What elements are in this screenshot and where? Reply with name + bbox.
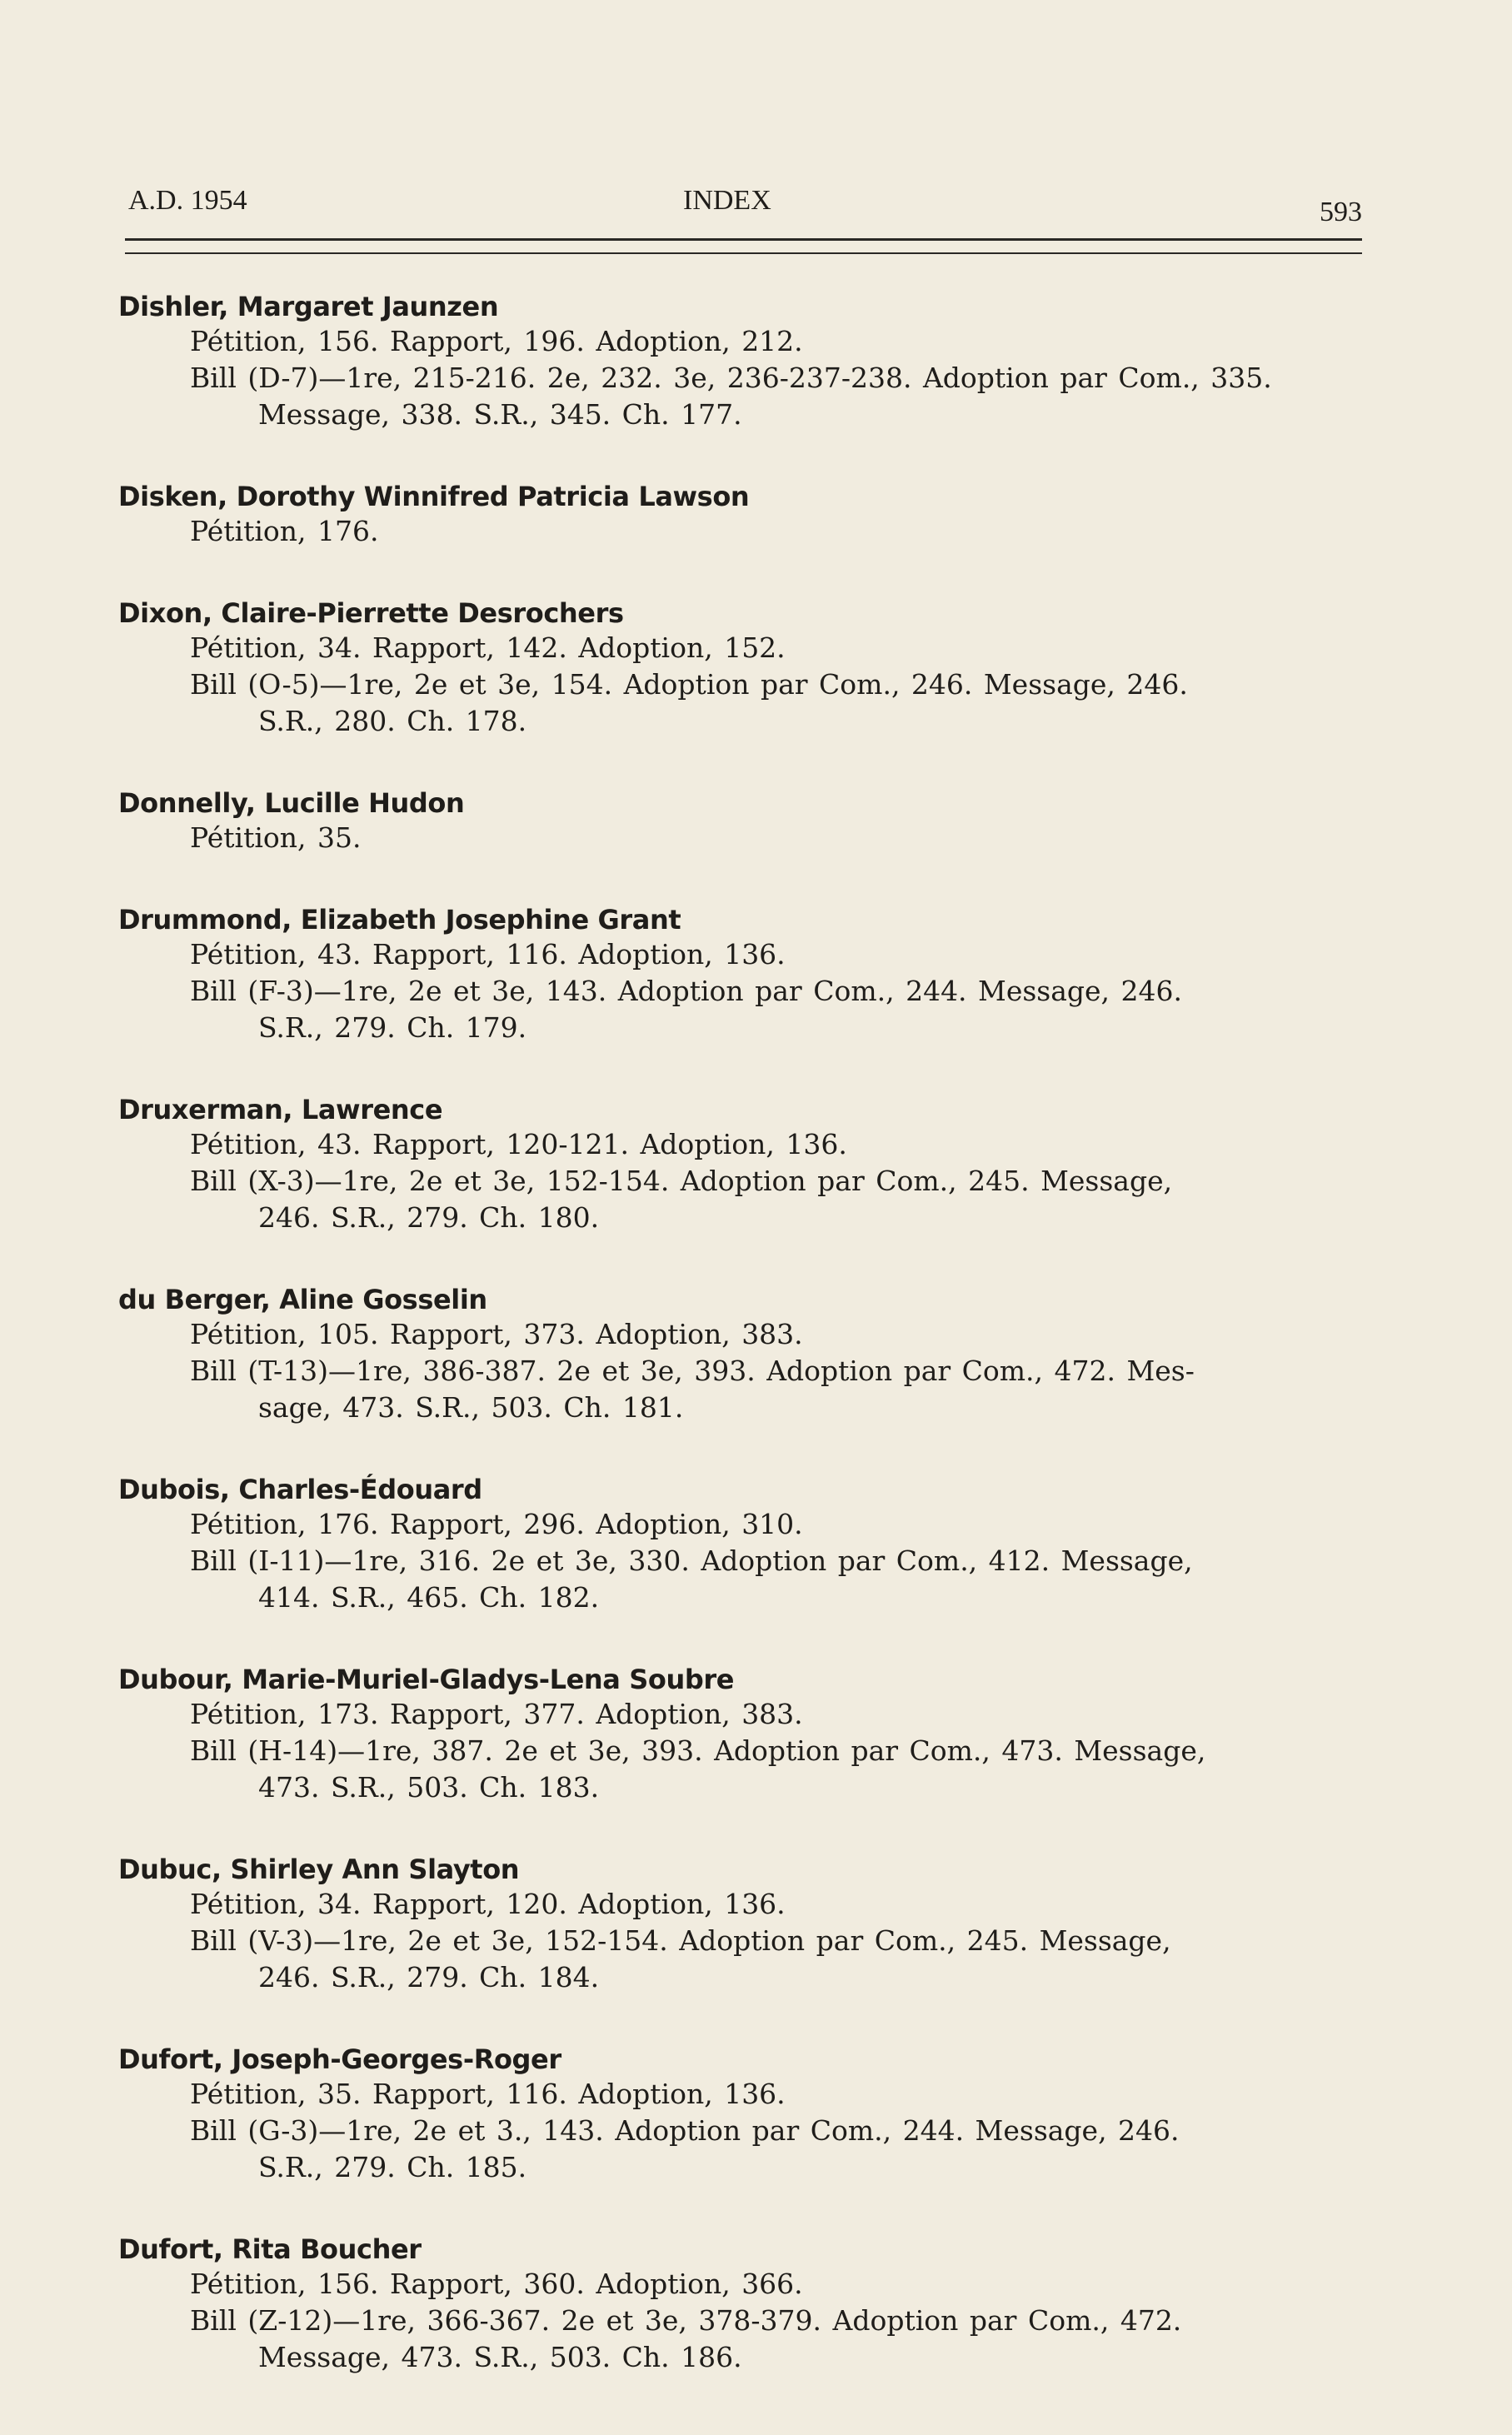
entry-bill: Bill (V-3)—1re, 2e et 3e, 152-154. Adoption par Com., 245. Message, <box>190 1924 1171 1957</box>
index-entry <box>118 903 1368 1046</box>
index-entry <box>118 1853 1368 1996</box>
index-entry <box>118 480 1368 550</box>
entry-bill-continuation: 246. S.R., 279. Ch. 184. <box>258 1961 600 1993</box>
entry-name: Dubois, Charles-Édouard <box>118 1474 482 1505</box>
entry-petition: Pétition, 156. Rapport, 360. Adoption, 366. <box>190 2268 803 2300</box>
entry-bill-continuation: Message, 473. S.R., 503. Ch. 186. <box>258 2341 742 2373</box>
entry-petition: Pétition, 176. <box>190 515 379 547</box>
header-title: INDEX <box>683 185 771 216</box>
entry-petition: Pétition, 34. Rapport, 142. Adoption, 152. <box>190 631 786 664</box>
entry-name: Disken, Dorothy Winnifred Patricia Lawson <box>118 481 750 512</box>
entry-bill-continuation: 473. S.R., 503. Ch. 183. <box>258 1771 600 1804</box>
entry-bill-continuation: 414. S.R., 465. Ch. 182. <box>258 1581 600 1614</box>
entry-bill-continuation: Message, 338. S.R., 345. Ch. 177. <box>258 398 742 431</box>
page-header <box>125 185 1362 227</box>
entry-bill: Bill (F-3)—1re, 2e et 3e, 143. Adoption par Com., 244. Message, 246. <box>190 975 1183 1007</box>
index-entry <box>118 1093 1368 1236</box>
entry-bill-continuation: S.R., 280. Ch. 178. <box>258 705 527 737</box>
entry-bill-continuation: sage, 473. S.R., 503. Ch. 181. <box>258 1391 684 1424</box>
entry-petition: Pétition, 34. Rapport, 120. Adoption, 136. <box>190 1888 786 1920</box>
entry-bill: Bill (I-11)—1re, 316. 2e et 3e, 330. Adoption par Com., 412. Message, <box>190 1544 1193 1577</box>
index-entry <box>118 1663 1368 1806</box>
page-number: 593 <box>1320 197 1362 227</box>
entry-petition: Pétition, 105. Rapport, 373. Adoption, 383. <box>190 1318 803 1350</box>
entry-petition: Pétition, 43. Rapport, 116. Adoption, 136. <box>190 938 786 971</box>
entry-petition: Pétition, 173. Rapport, 377. Adoption, 383. <box>190 1698 803 1730</box>
header-rule-top <box>125 238 1362 241</box>
index-entries <box>118 290 1368 2423</box>
entry-bill-continuation: S.R., 279. Ch. 179. <box>258 1011 527 1044</box>
entry-bill: Bill (H-14)—1re, 387. 2e et 3e, 393. Adoption par Com., 473. Message, <box>190 1734 1206 1767</box>
index-entry <box>118 2043 1368 2186</box>
index-entry <box>118 290 1368 433</box>
entry-bill: Bill (X-3)—1re, 2e et 3e, 152-154. Adoption par Com., 245. Message, <box>190 1165 1173 1197</box>
entry-petition: Pétition, 35. Rapport, 116. Adoption, 136. <box>190 2078 786 2110</box>
entry-bill: Bill (Z-12)—1re, 366-367. 2e et 3e, 378-379. Adoption par Com., 472. <box>190 2304 1182 2337</box>
entry-name: Dubour, Marie-Muriel-Gladys-Lena Soubre <box>118 1664 735 1695</box>
entry-name: Dufort, Rita Boucher <box>118 2233 422 2265</box>
entry-name: Dishler, Margaret Jaunzen <box>118 291 499 322</box>
entry-bill-continuation: S.R., 279. Ch. 185. <box>258 2151 527 2183</box>
index-entry <box>118 786 1368 856</box>
entry-bill-continuation: 246. S.R., 279. Ch. 180. <box>258 1201 600 1234</box>
entry-name: Donnelly, Lucille Hudon <box>118 787 465 819</box>
entry-petition: Pétition, 176. Rapport, 296. Adoption, 310. <box>190 1508 803 1540</box>
header-date: A.D. 1954 <box>128 185 247 216</box>
entry-petition: Pétition, 35. <box>190 821 362 854</box>
entry-name: Druxerman, Lawrence <box>118 1094 443 1125</box>
index-entry <box>118 1283 1368 1426</box>
entry-petition: Pétition, 43. Rapport, 120-121. Adoption, 136. <box>190 1128 847 1160</box>
entry-bill: Bill (O-5)—1re, 2e et 3e, 154. Adoption par Com., 246. Message, 246. <box>190 668 1188 701</box>
index-entry <box>118 1473 1368 1616</box>
header-rule-bottom <box>125 252 1362 254</box>
entry-bill: Bill (D-7)—1re, 215-216. 2e, 232. 3e, 236-237-238. Adoption par Com., 335. <box>190 362 1272 394</box>
entry-name: du Berger, Aline Gosselin <box>118 1284 487 1315</box>
entry-petition: Pétition, 156. Rapport, 196. Adoption, 212. <box>190 325 803 357</box>
entry-name: Drummond, Elizabeth Josephine Grant <box>118 904 681 936</box>
index-entry <box>118 596 1368 740</box>
index-entry <box>118 2233 1368 2376</box>
entry-name: Dubuc, Shirley Ann Slayton <box>118 1854 520 1885</box>
entry-name: Dixon, Claire-Pierrette Desrochers <box>118 597 624 629</box>
entry-name: Dufort, Joseph-Georges-Roger <box>118 2043 561 2075</box>
entry-bill: Bill (T-13)—1re, 386-387. 2e et 3e, 393. Adoption par Com., 472. Mes- <box>190 1355 1195 1387</box>
entry-bill: Bill (G-3)—1re, 2e et 3., 143. Adoption par Com., 244. Message, 246. <box>190 2114 1180 2147</box>
